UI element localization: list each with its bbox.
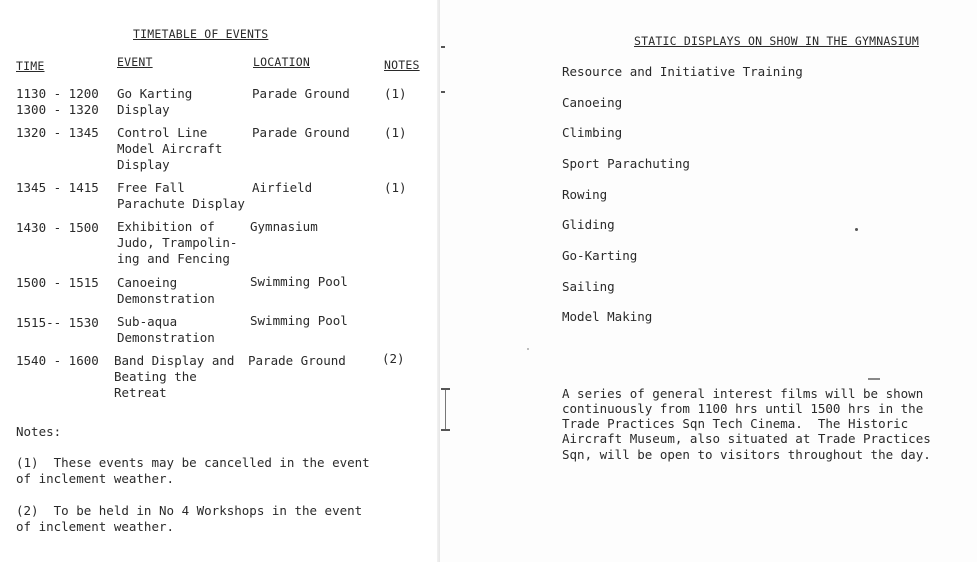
row-location: Swimming Pool [250,313,348,328]
row-event: Free Fall [117,180,185,195]
row-event: Demonstration [117,291,215,306]
row-event: Display [117,157,170,172]
row-event: Band Display and [114,353,235,368]
row-location: Gymnasium [250,219,318,234]
display-item: Gliding [562,217,615,232]
row-time: 1540 - 1600 [16,353,99,368]
display-item: Go-Karting [562,248,638,263]
row-location: Airfield [252,180,313,195]
films-paragraph-line: continuously from 1100 hrs until 1500 hrs in the [562,401,924,416]
note-2-line-1: (2) To be held in No 4 Workshops in the event [16,503,363,518]
films-paragraph-line: Sqn, will be open to visitors throughout the day. [562,447,931,462]
row-event: Sub-aqua [117,314,178,329]
row-event: Canoeing [117,275,178,290]
row-time: 1320 - 1345 [16,125,99,140]
row-location: Parade Ground [252,125,350,140]
row-location: Parade Ground [248,353,346,368]
row-event: Beating the [114,369,197,384]
left-page [0,0,440,562]
row-event: Demonstration [117,330,215,345]
display-item: Resource and Initiative Training [562,64,803,79]
display-item: Model Making [562,309,653,324]
row-event: Model Aircraft [117,141,223,156]
gutter-mark [441,91,445,93]
row-location: Parade Ground [252,86,350,101]
row-event: ing and Fencing [117,251,230,266]
row-time: 1345 - 1415 [16,180,99,195]
films-paragraph-line: Trade Practices Sqn Tech Cinema. The Historic [562,416,909,431]
display-item: Climbing [562,125,623,140]
col-header-notes: NOTES [384,58,420,72]
gutter-bracket [445,388,446,430]
col-header-location: LOCATION [253,55,310,69]
display-item: Rowing [562,187,608,202]
row-event: Retreat [114,385,167,400]
paper-speck [855,228,858,231]
paper-mark [868,378,880,380]
row-event: Control Line [117,125,208,140]
row-notes: (1) [384,86,407,101]
gutter-mark [441,388,450,390]
notes-heading: Notes: [16,424,62,439]
note-1-line-2: of inclement weather. [16,471,175,486]
row-time: 1430 - 1500 [16,220,99,235]
gutter-mark [441,46,445,48]
films-paragraph-line: A series of general interest films will be shown [562,386,924,401]
row-time: 1500 - 1515 [16,275,99,290]
note-2-line-2: of inclement weather. [16,519,175,534]
col-header-event: EVENT [117,55,153,69]
row-time: 1130 - 1200 [16,86,99,101]
row-event: Display [117,102,170,117]
row-event: Parachute Display [117,196,245,211]
row-notes: (2) [382,351,405,366]
row-notes: (1) [384,180,407,195]
note-1-line-1: (1) These events may be cancelled in the event [16,455,370,470]
row-location: Swimming Pool [250,274,348,289]
display-item: Sailing [562,279,615,294]
row-event: Go Karting [117,86,193,101]
display-item: Sport Parachuting [562,156,690,171]
row-notes: (1) [384,125,407,140]
col-header-time: TIME [16,59,45,73]
row-time: 1515-- 1530 [16,315,99,330]
row-event: Exhibition of [117,219,215,234]
display-item: Canoeing [562,95,623,110]
row-event: Judo, Trampolin- [117,235,238,250]
row-time: 1300 - 1320 [16,102,99,117]
static-displays-title: STATIC DISPLAYS ON SHOW IN THE GYMNASIUM [634,34,919,48]
paper-speck [527,348,529,350]
timetable-title: TIMETABLE OF EVENTS [133,27,269,41]
right-page [440,0,977,562]
films-paragraph-line: Aircraft Museum, also situated at Trade Practices [562,431,931,446]
gutter-mark [441,429,450,431]
